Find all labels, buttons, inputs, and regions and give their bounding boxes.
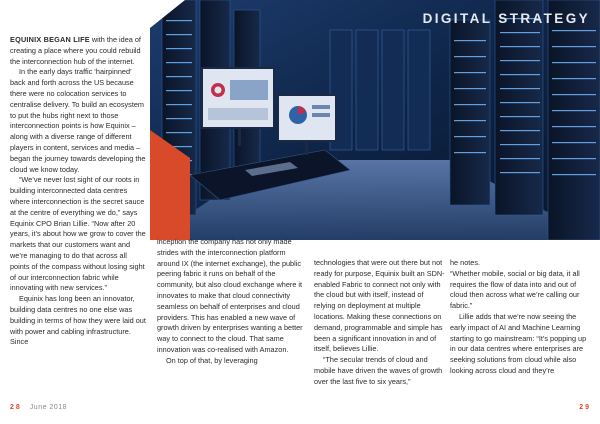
page-number-left: 28: [10, 404, 22, 411]
article-column-4: [450, 258, 592, 377]
article-paragraph: Lillie adds that we’re now seeing the early impact of AI and Machine Learning starting to go mainstream: “It’s popping up in our data centres where enterprises are seeking solutions from cloud while also looking across cloud and they’re: [450, 311, 587, 375]
footer-left: [10, 404, 67, 411]
article-column-1: [10, 35, 146, 348]
article-paragraph: “We’ve never lost sight of our roots in building interconnected data centres where interconnection is the secret sauce at the centre of everything we do,” says Equinix CPO Brian Lillie. “Now after 20 years, it’s about how we grow to cover the markets that our customers want and we’re managing to do that across all points of the compass without losing sight of our interconnection fabric while innovating with new services.”: [10, 175, 146, 293]
issue-date: June 2018: [29, 404, 67, 411]
article-paragraph: In the early days traffic ‘hairpinned’ back and forth across the US because there were no colocation services to centralise delivery. To build an ecosystem to put the hubs right next to those interconnection points is how Equinix – along with a diverse range of different players in content, services and media – began the journey towards developing the cloud we know today.: [10, 67, 146, 174]
article-lead-in: EQUINIX BEGAN LIFE: [10, 35, 90, 44]
article-paragraph: he notes.: [450, 258, 481, 267]
server-room-photo: [150, 0, 600, 240]
section-title: DIGITAL STRATEGY: [422, 11, 590, 26]
article-paragraph: technologies that were out there but not ready for purpose, Equinix built an SDN-enabled Fabric to connect not only with the cloud but with itself, instead of relying on deployment at multiple locations. Making these connections on demand, programmable and simple has been a significant innovation in and of itself, believes Lillie.: [314, 258, 445, 354]
article-paragraph: “The secular trends of cloud and mobile have driven the waves of growth over the last five to six years,”: [314, 355, 443, 386]
article-intro-text: with the idea of creating a place where you could rebuild the interconnection hub of the internet.: [10, 35, 141, 66]
article-paragraph: Equinix has long been an innovator, building data centres no one else was building in terms of how they were laid out with power and cabling infrastructure. Since: [10, 294, 146, 347]
page-number-right: 29: [579, 404, 591, 411]
article-column-2: [157, 237, 304, 367]
article-paragraph: On top of that, by leveraging: [166, 355, 258, 365]
article-paragraph: “Whether mobile, social or big data, it all requires the flow of data into and out of cloud then across what we’re calling our fabric.”: [450, 268, 580, 311]
article-paragraph: inception the company has not only made strides with the interconnection platform around IX (the internet exchange), the public peering fabric it runs on behalf of the community, but also cloud exchange where it innovates to make that cloud connectivity seamless on behalf of enterprises and cloud providers. This has enabled a new wave of growth driven by enterprises wanting a better way to connect to the cloud. That same innovation was co-realised with Amazon.: [157, 237, 303, 354]
article-column-3: [314, 258, 447, 388]
